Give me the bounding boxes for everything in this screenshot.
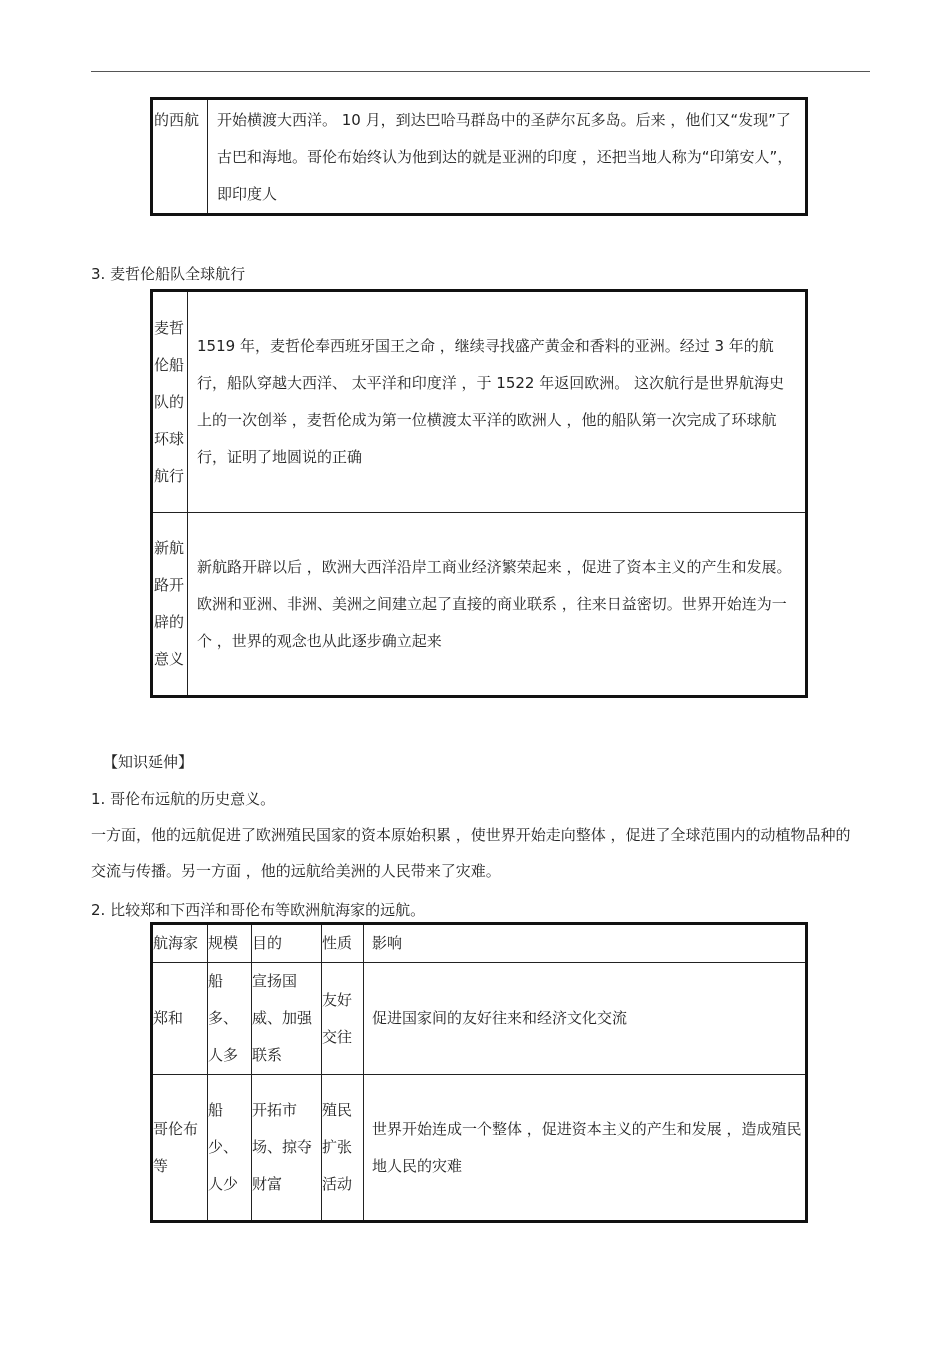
cell-nature: 殖民扩张活动 [322,1075,364,1222]
row-text: 开始横渡大西洋。 10 月，到达巴哈马群岛中的圣萨尔瓦多岛。后来 ，他们又“发现”了古巴和海地。哥伦布始终认为他到达的就是亚洲的印度 ，还把当地人称为“印第安人”，即印度人 [208,99,807,215]
cell-scale: 船多、人多 [208,963,252,1075]
header-navigator: 航海家 [152,924,208,963]
comparison-table [150,922,808,1223]
cell-navigator: 哥伦布等 [152,1075,208,1222]
cell-nature: 友好交往 [322,963,364,1075]
row-label: 新航路开辟的意义 [152,513,188,697]
row-label: 麦哲伦船队的环球航行 [152,291,188,513]
magellan-table [150,289,808,698]
table-row [152,291,807,513]
cell-navigator: 郑和 [152,963,208,1075]
extension-item1-text: 一方面，他的远航促进了欧洲殖民国家的资本原始积累 ，使世界开始走向整体 ，促进了全球范围内的动植物品种的交流与传播。另一方面 ，他的远航给美洲的人民带来了灾难。 [91,826,851,880]
extension-title: 【知识延伸】 [103,753,194,771]
cell-scale: 船少、人少 [208,1075,252,1222]
table-row [152,1075,807,1222]
row-label: 的西航 [152,99,208,215]
cell-purpose: 开拓市场、掠夺财富 [252,1075,322,1222]
columbus-voyage-table [150,97,808,216]
header-nature: 性质 [322,924,364,963]
extension-item1-heading: 1. 哥伦布远航的历史意义。 [91,790,276,808]
table-row [152,963,807,1075]
cell-impact: 世界开始连成一个整体 ，促进资本主义的产生和发展 ，造成殖民地人民的灾难 [364,1075,807,1222]
section-heading-magellan: 3. 麦哲伦船队全球航行 [91,265,246,283]
table-row [152,513,807,697]
row-text: 新航路开辟以后 ，欧洲大西洋沿岸工商业经济繁荣起来 ，促进了资本主义的产生和发展。欧洲和亚洲、非洲、美洲之间建立起了直接的商业联系 ，往来日益密切。世界开始连为一个 ，世界的观念也从此逐步确立起来 [188,513,807,697]
cell-purpose: 宣扬国威、加强联系 [252,963,322,1075]
row-text: 1519 年，麦哲伦奉西班牙国王之命 ，继续寻找盛产黄金和香料的亚洲。经过 3 年的航行，船队穿越大西洋、 太平洋和印度洋 ，于 1522 年返回欧洲。 这次航行是世界航海史上的一次创举 ，麦哲伦成为第一位横渡太平洋的欧洲人 ，他的船队第一次完成了环球航行，证明了地圆说的正确 [188,291,807,513]
header-impact: 影响 [364,924,807,963]
extension-item2-heading: 2. 比较郑和下西洋和哥伦布等欧洲航海家的远航。 [91,901,426,919]
header-scale: 规模 [208,924,252,963]
table-header-row [152,924,807,963]
header-purpose: 目的 [252,924,322,963]
page-top-rule [91,71,870,72]
table-row [152,99,807,215]
cell-impact: 促进国家间的友好往来和经济文化交流 [364,963,807,1075]
